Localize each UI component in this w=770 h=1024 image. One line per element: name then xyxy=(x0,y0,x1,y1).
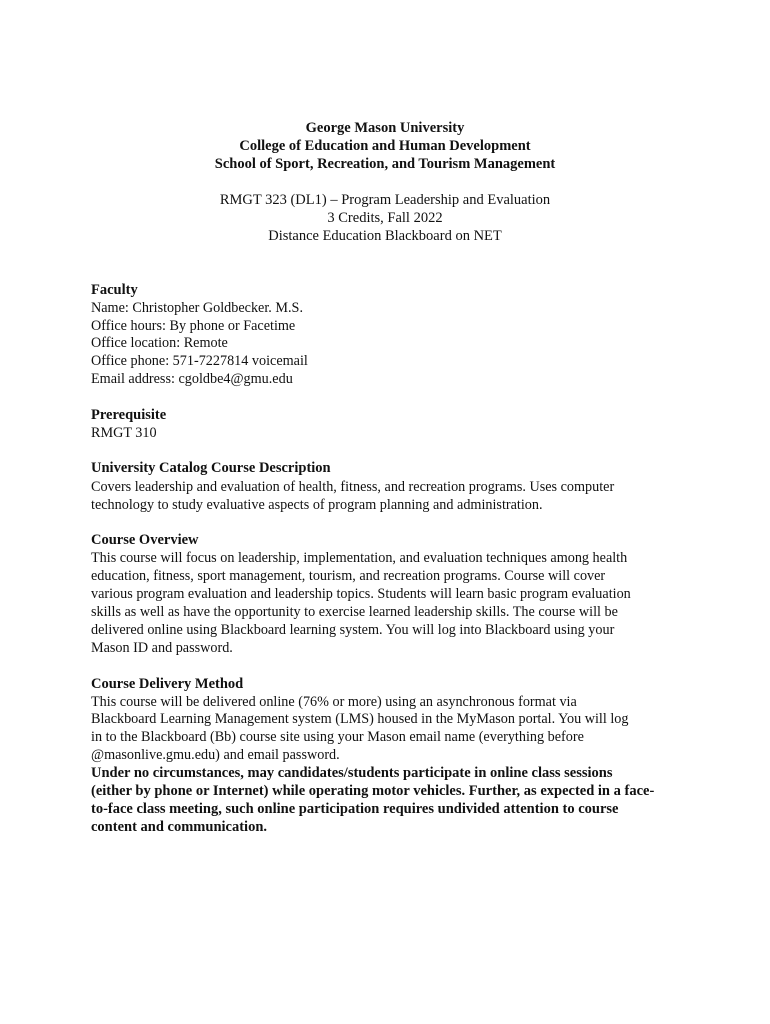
course-overview-line: various program evaluation and leadership topics. Students will learn basic program evaluation xyxy=(91,586,631,602)
delivery-warning-line: Under no circumstances, may candidates/students participate in online class sessions xyxy=(91,765,613,781)
course-overview-line: This course will focus on leadership, implementation, and evaluation techniques among health xyxy=(91,550,628,566)
delivery-mode: Distance Education Blackboard on NET xyxy=(268,228,502,244)
delivery-method-line: @masonlive.gmu.edu) and email password. xyxy=(91,747,340,763)
catalog-description-heading: University Catalog Course Description xyxy=(91,460,331,476)
faculty-office-location: Office location: Remote xyxy=(91,335,228,351)
faculty-email: Email address: cgoldbe4@gmu.edu xyxy=(91,371,293,387)
course-overview-line: skills as well as have the opportunity to exercise learned leadership skills. The course will be xyxy=(91,604,618,620)
delivery-warning-line: content and communication. xyxy=(91,819,268,835)
delivery-method-line: in to the Blackboard (Bb) course site using your Mason email name (everything before xyxy=(91,729,584,745)
university-name: George Mason University xyxy=(305,120,465,136)
credits-term: 3 Credits, Fall 2022 xyxy=(327,210,443,226)
catalog-description-line: technology to study evaluative aspects of program planning and administration. xyxy=(91,497,543,513)
delivery-warning-line: (either by phone or Internet) while operating motor vehicles. Further, as expected in a face- xyxy=(91,783,655,799)
delivery-method-line: Blackboard Learning Management system (LMS) housed in the MyMason portal. You will log xyxy=(91,711,629,727)
faculty-office-hours: Office hours: By phone or Facetime xyxy=(91,318,296,334)
course-title: RMGT 323 (DL1) – Program Leadership and Evaluation xyxy=(219,192,551,208)
catalog-description-line: Covers leadership and evaluation of health, fitness, and recreation programs. Uses computer xyxy=(91,479,615,495)
college-name: College of Education and Human Development xyxy=(239,138,531,154)
faculty-name: Name: Christopher Goldbecker. M.S. xyxy=(91,300,303,316)
delivery-method-heading: Course Delivery Method xyxy=(91,676,244,692)
school-name: School of Sport, Recreation, and Tourism Management xyxy=(214,156,556,172)
faculty-heading: Faculty xyxy=(91,282,138,298)
prerequisite-heading: Prerequisite xyxy=(91,407,167,423)
faculty-office-phone: Office phone: 571-7227814 voicemail xyxy=(91,353,308,369)
course-overview-line: education, fitness, sport management, tourism, and recreation programs. Course will cover xyxy=(91,568,606,584)
delivery-method-line: This course will be delivered online (76% or more) using an asynchronous format via xyxy=(91,694,577,710)
course-overview-line: Mason ID and password. xyxy=(91,640,233,656)
prerequisite-value: RMGT 310 xyxy=(91,425,157,441)
course-overview-line: delivered online using Blackboard learning system. You will log into Blackboard using your xyxy=(91,622,615,638)
course-overview-heading: Course Overview xyxy=(91,532,199,548)
delivery-warning-line: to-face class meeting, such online participation requires undivided attention to course xyxy=(91,801,619,817)
